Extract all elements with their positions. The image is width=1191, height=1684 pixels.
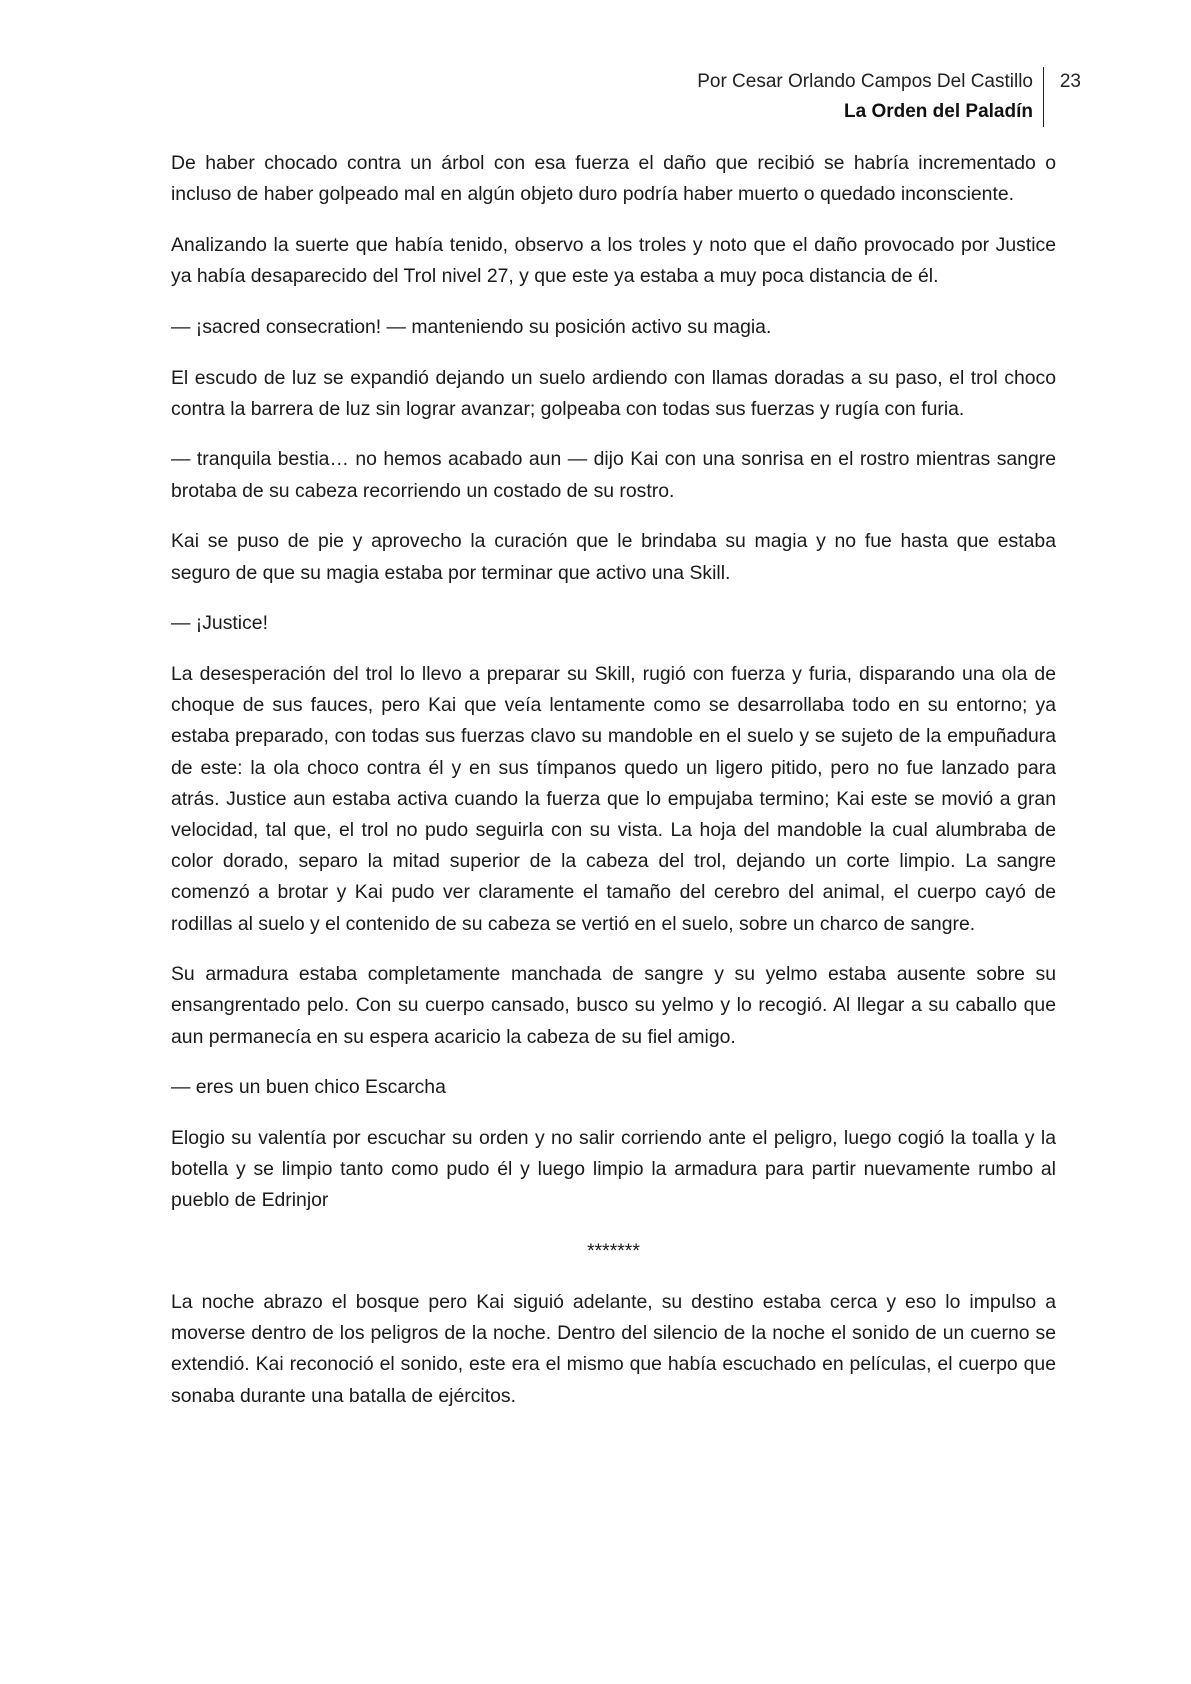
paragraph: Su armadura estaba completamente manchada de sangre y su yelmo estaba ausente sobre su ensangrentado pelo. Con su cuerpo cansado, busco su yelmo y lo recogió. Al llegar a su caballo que aun permanecía en su espera acaricio la cabeza de su fiel amigo.: [171, 963, 1056, 1048]
header-text-block: [697, 67, 1033, 127]
dialogue-line: — tranquila bestia… no hemos acabado aun — dijo Kai con una sonrisa en el rostro mientras sangre brotaba de su cabeza recorriendo un costado de su rostro.: [171, 448, 1056, 502]
dialogue-line: — ¡sacred consecration! — manteniendo su posición activo su magia.: [171, 315, 772, 338]
paragraph: La desesperación del trol lo llevo a preparar su Skill, rugió con fuerza y furia, disparando una ola de choque de sus fauces, pero Kai que veía lentamente como se desarrollaba todo en su entorno; ya estaba preparado, con todas sus fuerzas clavo su mandoble en el suelo y se sujeto de la empuñadura de este: la ola choco contra él y en sus tímpanos quedo un ligero pitido, pero no fue lanzado para atrás. Justice aun estaba activa cuando la fuerza que lo empujaba termino; Kai este se movió a gran velocidad, tal que, el trol no pudo seguirla con su vista. La hoja del mandoble la cual alumbraba de color dorado, separo la mitad superior de la cabeza del trol, dejando un corte limpio. La sangre comenzó a brotar y Kai pudo ver claramente el tamaño del cerebro del animal, el cuerpo cayó de rodillas al suelo y el contenido de su cabeza se vertió en el suelo, sobre un charco de sangre.: [171, 662, 1056, 935]
paragraph: La noche abrazo el bosque pero Kai siguió adelante, su destino estaba cerca y eso lo impulso a moverse dentro de los peligros de la noche. Dentro del silencio de la noche el sonido de un cuerno se extendió. Kai reconoció el sonido, este era el mismo que había escuchado en películas, el cuerpo que sonaba durante una batalla de ejércitos.: [171, 1290, 1056, 1407]
paragraph: Analizando la suerte que había tenido, observo a los troles y noto que el daño provocado por Justice ya había desaparecido del Trol nivel 27, y que este ya estaba a muy poca distancia de él.: [171, 233, 1056, 288]
paragraph: Elogio su valentía por escuchar su orden y no salir corriendo ante el peligro, luego cogió la toalla y la botella y se limpio tanto como pudo él y luego limpio la armadura para partir nuevamente rumbo al pueblo de Edrinjor: [171, 1127, 1056, 1212]
paragraph: El escudo de luz se expandió dejando un suelo ardiendo con llamas doradas a su paso, el trol choco contra la barrera de luz sin lograr avanzar; golpeaba con todas sus fuerzas y rugía con furia.: [171, 366, 1056, 420]
section-break: *******: [587, 1240, 640, 1263]
page-number: 23: [1059, 71, 1081, 92]
dialogue-line: — ¡Justice!: [171, 612, 268, 635]
paragraph: De haber chocado contra un árbol con esa fuerza el daño que recibió se habría incrementado o incluso de haber golpeado mal en algún objeto duro podría haber muerto o quedado inconsciente.: [171, 152, 1056, 206]
paragraph: Kai se puso de pie y aprovecho la curación que le brindaba su magia y no fue hasta que estaba seguro de que su magia estaba por terminar que activo una Skill.: [171, 530, 1056, 584]
header-author: Por Cesar Orlando Campos Del Castillo: [697, 71, 1033, 92]
page-header: [581, 67, 1081, 127]
page-body: [171, 148, 1056, 1431]
dialogue-line: — eres un buen chico Escarcha: [171, 1076, 446, 1099]
header-divider: [1043, 67, 1044, 127]
header-book-title: La Orden del Paladín: [844, 101, 1033, 122]
